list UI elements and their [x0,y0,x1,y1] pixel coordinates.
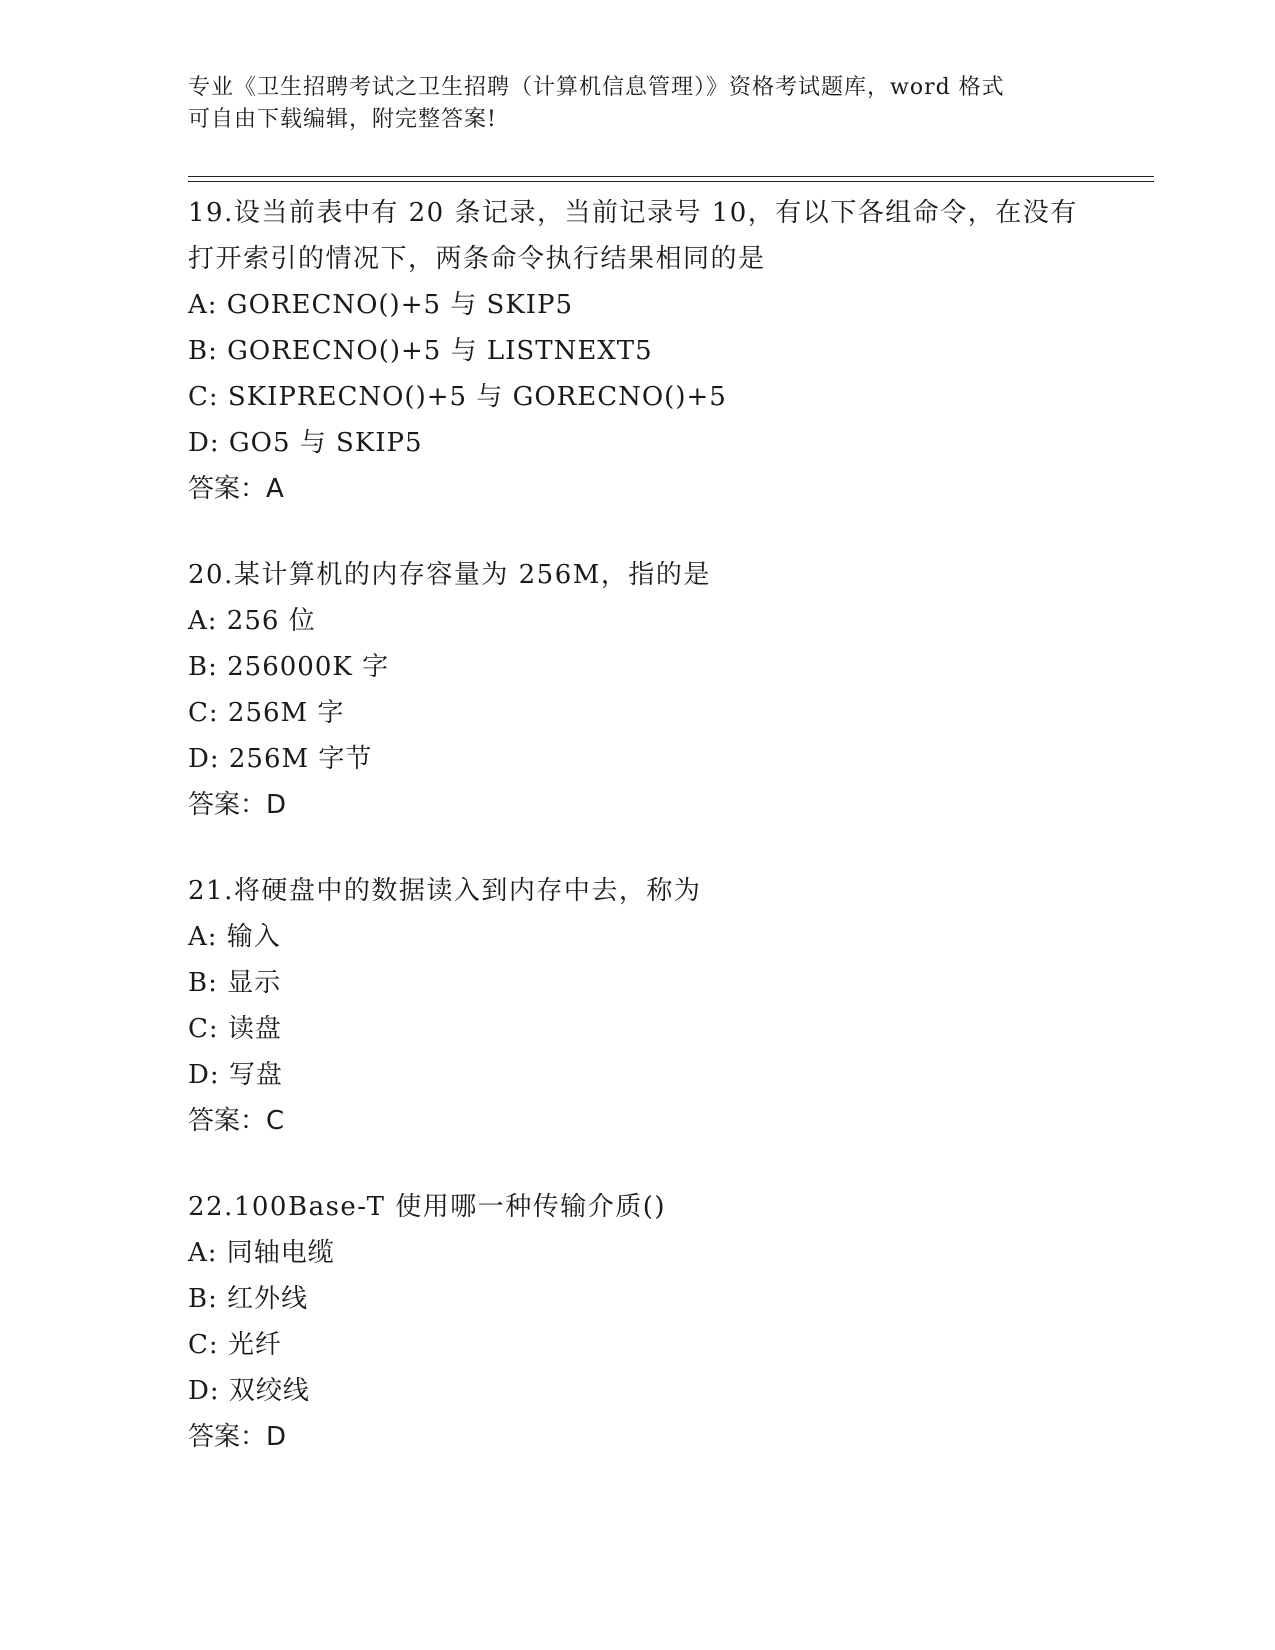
option-a: A: 256 位 [188,606,316,636]
option-d: D: GO5 与 SKIP5 [188,428,423,458]
option-c: C: SKIPRECNO()+5 与 GORECNO()+5 [188,382,727,412]
header-divider-bottom [188,181,1154,182]
document-header [188,72,1068,136]
question-21 [188,868,1088,1144]
answer-line: 答案：D [188,1422,287,1452]
question-list [188,190,1088,1500]
option-c: C: 光纤 [188,1330,282,1360]
option-b: B: GORECNO()+5 与 LISTNEXT5 [188,336,653,366]
answer-line: 答案：D [188,790,287,820]
question-stem: 21.将硬盘中的数据读入到内存中去，称为 [188,876,702,906]
option-d: D: 256M 字节 [188,744,373,774]
question-20 [188,552,1088,828]
option-a: A: 同轴电缆 [188,1238,335,1268]
question-19 [188,190,1088,512]
answer-line: 答案：A [188,474,284,504]
option-b: B: 显示 [188,968,282,998]
answer-line: 答案：C [188,1106,285,1136]
option-a: A: GORECNO()+5 与 SKIP5 [188,290,574,320]
option-c: C: 读盘 [188,1014,282,1044]
option-d: D: 写盘 [188,1060,283,1090]
question-22 [188,1184,1088,1460]
header-divider-top [188,176,1154,177]
header-subtitle-line: 可自由下载编辑，附完整答案! [188,107,497,132]
option-d: D: 双绞线 [188,1376,310,1406]
option-a: A: 输入 [188,922,281,952]
option-b: B: 256000K 字 [188,652,390,682]
option-b: B: 红外线 [188,1284,309,1314]
header-title-line: 专业《卫生招聘考试之卫生招聘（计算机信息管理）》资格考试题库，word 格式 [188,75,1005,100]
question-stem: 22.100Base-T 使用哪一种传输介质() [188,1192,667,1222]
question-stem: 19.设当前表中有 20 条记录，当前记录号 10，有以下各组命令，在没有打开索引的情况下，两条命令执行结果相同的是 [188,198,1078,274]
option-c: C: 256M 字 [188,698,345,728]
question-stem: 20.某计算机的内存容量为 256M，指的是 [188,560,711,590]
